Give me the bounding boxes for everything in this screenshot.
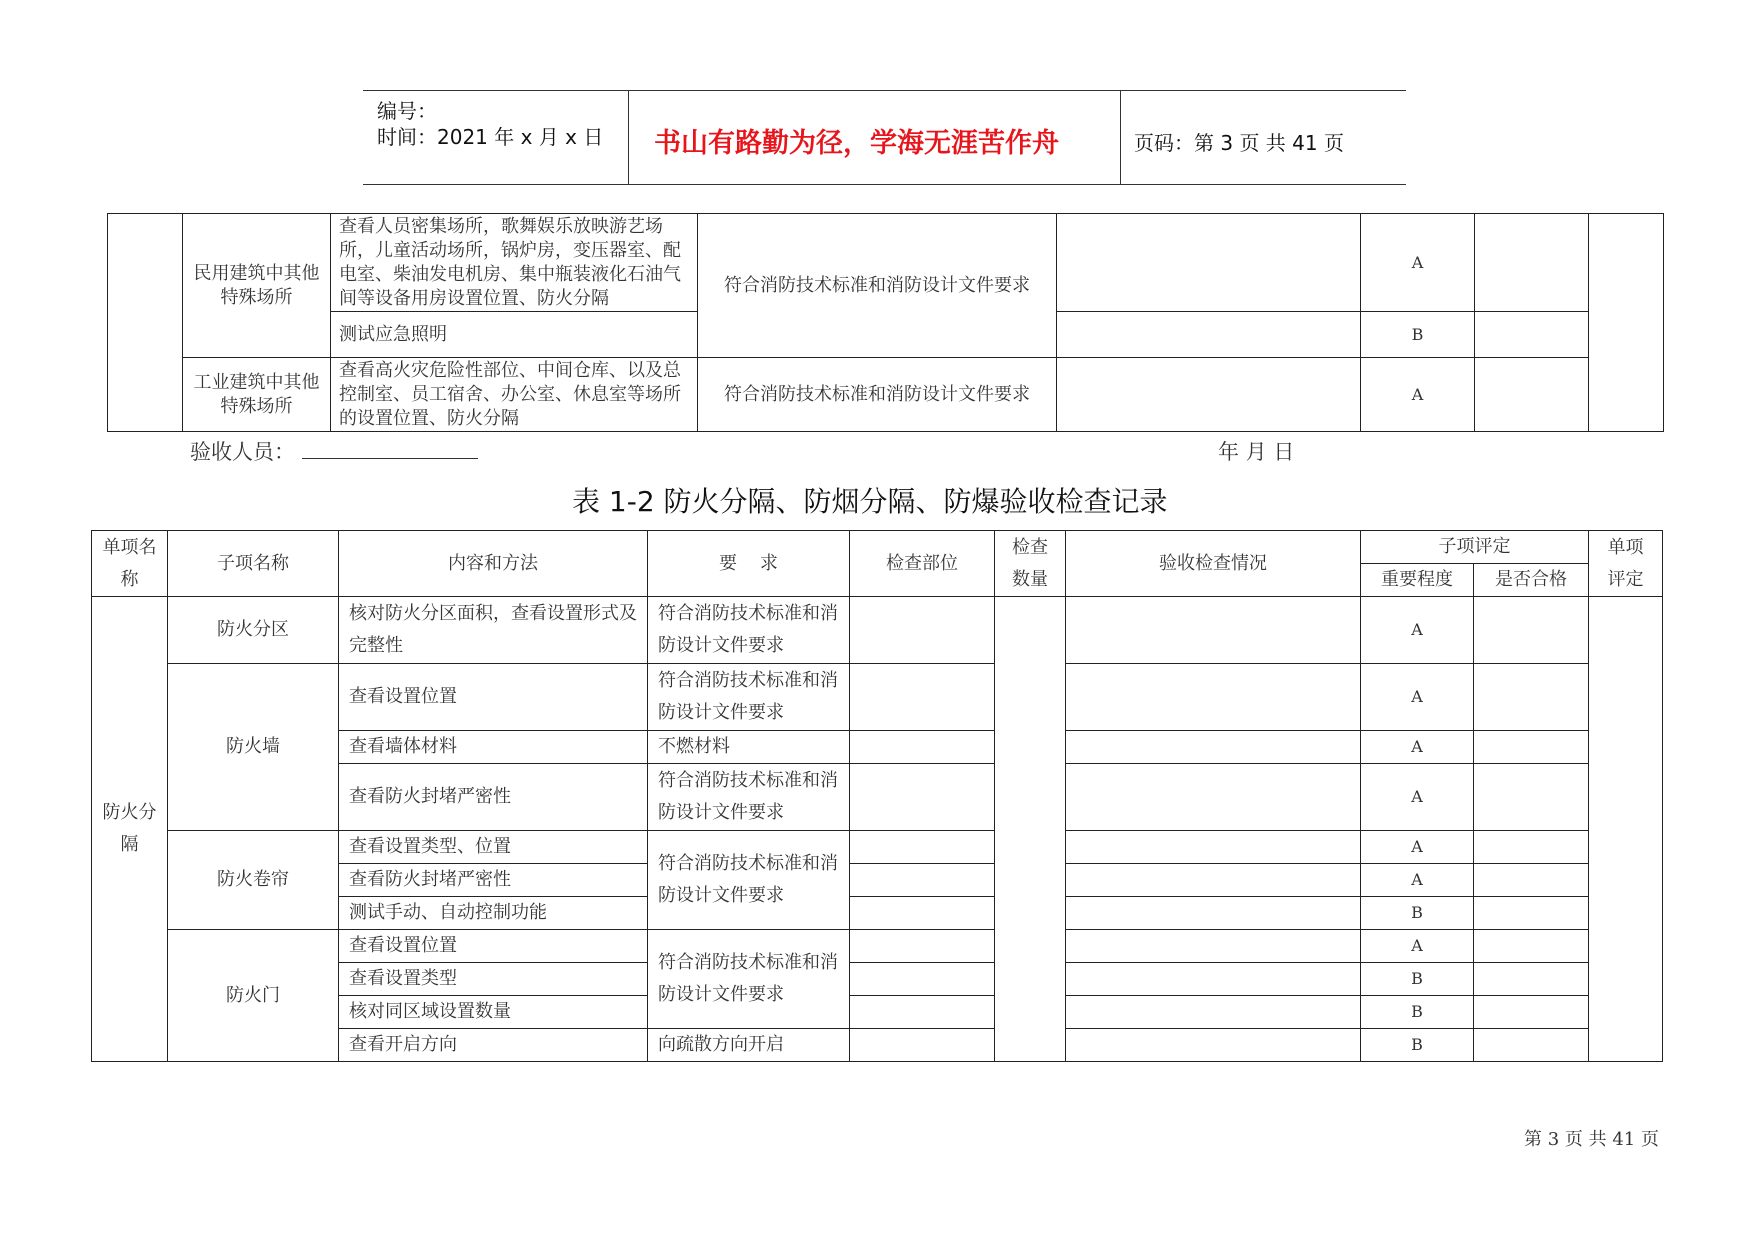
situation-cell [1057,214,1361,312]
qualified-cell [1474,864,1589,897]
subitem-fire-door: 防火门 [168,930,339,1062]
subitem-fire-wall: 防火墙 [168,664,339,831]
content-cell: 查看墙体材料 [339,731,648,764]
content-cell: 查看防火封堵严密性 [339,764,648,831]
importance-cell: A [1361,831,1474,864]
qualified-cell [1474,930,1589,963]
header-page-number: 页码：第 3 页 共 41 页 [1134,131,1344,155]
content-cell: 查看人员密集场所，歌舞娱乐放映游艺场所，儿童活动场所，锅炉房，变压器室、配电室、柴油发电机房、集中瓶装液化石油气间等设备用房设置位置、防火分隔 [331,214,698,312]
check-part-cell [850,963,995,996]
single-eval-cell [1589,214,1664,432]
check-part-cell [850,1029,995,1062]
table-cell-empty [108,214,183,432]
importance-cell: A [1361,664,1474,731]
importance-cell: A [1361,864,1474,897]
header-item-name: 单项名称 [92,531,168,597]
header-check-part: 检查部位 [850,531,995,597]
requirement-cell: 符合消防技术标准和消防设计文件要求 [648,831,850,930]
situation-cell [1066,996,1361,1029]
situation-cell [1066,963,1361,996]
content-cell: 查看设置位置 [339,930,648,963]
table-row [92,831,1663,864]
signature-date: 年 月 日 [1218,440,1295,464]
table-1-continuation [107,213,1664,432]
qualified-cell [1474,764,1589,831]
header-divider-1 [628,90,629,184]
importance-cell: B [1361,312,1475,358]
check-part-cell [850,597,995,664]
check-part-cell [850,897,995,930]
page-footer: 第 3 页 共 41 页 [1524,1129,1659,1150]
table-caption: 表 1-2 防火分隔、防烟分隔、防爆验收检查记录 [572,485,1168,518]
header-importance: 重要程度 [1361,564,1474,597]
table-row [92,597,1663,664]
importance-cell: A [1361,764,1474,831]
inspector-signature-line[interactable] [302,458,478,459]
content-cell: 查看设置类型 [339,963,648,996]
content-cell: 查看设置类型、位置 [339,831,648,864]
check-part-cell [850,664,995,731]
requirement-cell: 符合消防技术标准和消防设计文件要求 [698,214,1057,358]
requirement-cell: 符合消防技术标准和消防设计文件要求 [648,664,850,731]
header-check-qty: 检查数量 [995,531,1066,597]
content-cell: 查看设置位置 [339,664,648,731]
qualified-cell [1475,214,1589,312]
qualified-cell [1474,897,1589,930]
situation-cell [1066,831,1361,864]
header-requirement: 要 求 [648,531,850,597]
requirement-cell: 符合消防技术标准和消防设计文件要求 [648,764,850,831]
qualified-cell [1474,996,1589,1029]
table-1-2 [91,530,1663,1062]
qualified-cell [1474,831,1589,864]
subitem-fire-shutter: 防火卷帘 [168,831,339,930]
check-part-cell [850,864,995,897]
header-top-rule [363,90,1406,91]
content-cell: 查看高火灾危险性部位、中间仓库、以及总控制室、员工宿舍、办公室、休息室等场所的设置位置、防火分隔 [331,358,698,432]
importance-cell: A [1361,358,1475,432]
check-part-cell [850,930,995,963]
situation-cell [1066,731,1361,764]
importance-cell: A [1361,731,1474,764]
header-divider-2 [1120,90,1121,184]
content-cell: 核对同区域设置数量 [339,996,648,1029]
situation-cell [1066,897,1361,930]
doc-date: 时间：2021 年 x 月 x 日 [377,125,604,149]
check-part-cell [850,996,995,1029]
content-cell: 测试应急照明 [331,312,698,358]
importance-cell: A [1361,214,1475,312]
situation-cell [1066,764,1361,831]
subitem-industrial-special: 工业建筑中其他特殊场所 [183,358,331,432]
inspector-label: 验收人员： [190,440,295,464]
situation-cell [1066,1029,1361,1062]
content-cell: 查看防火封堵严密性 [339,864,648,897]
qualified-cell [1474,963,1589,996]
qualified-cell [1475,358,1589,432]
situation-cell [1066,664,1361,731]
importance-cell: A [1361,597,1474,664]
content-cell: 核对防火分区面积，查看设置形式及完整性 [339,597,648,664]
check-qty-cell [995,597,1066,1062]
table-row [92,664,1663,731]
table-row [108,214,1664,312]
content-cell: 测试手动、自动控制功能 [339,897,648,930]
header-single-eval: 单项评定 [1589,531,1663,597]
single-eval-cell [1589,597,1663,1062]
header-motto: 书山有路勤为径，学海无涯苦作舟 [654,128,1059,159]
importance-cell: B [1361,897,1474,930]
importance-cell: B [1361,996,1474,1029]
table-row [108,358,1664,432]
requirement-cell: 向疏散方向开启 [648,1029,850,1062]
subitem-fire-zone: 防火分区 [168,597,339,664]
requirement-cell: 不燃材料 [648,731,850,764]
check-part-cell [850,764,995,831]
header-qualified: 是否合格 [1474,564,1589,597]
qualified-cell [1474,664,1589,731]
qualified-cell [1474,1029,1589,1062]
table-header-row [92,531,1663,564]
category-cell: 防火分隔 [92,597,168,1062]
situation-cell [1057,312,1361,358]
importance-cell: A [1361,930,1474,963]
header-situation: 验收检查情况 [1066,531,1361,597]
qualified-cell [1475,312,1589,358]
content-cell: 查看开启方向 [339,1029,648,1062]
requirement-cell: 符合消防技术标准和消防设计文件要求 [648,930,850,1029]
doc-number-label: 编号： [377,99,437,123]
check-part-cell [850,831,995,864]
importance-cell: B [1361,963,1474,996]
header-sub-name: 子项名称 [168,531,339,597]
requirement-cell: 符合消防技术标准和消防设计文件要求 [648,597,850,664]
header-content: 内容和方法 [339,531,648,597]
check-part-cell [850,731,995,764]
header-sub-eval: 子项评定 [1361,531,1589,564]
situation-cell [1066,930,1361,963]
qualified-cell [1474,731,1589,764]
qualified-cell [1474,597,1589,664]
table-row [92,930,1663,963]
situation-cell [1057,358,1361,432]
situation-cell [1066,597,1361,664]
header-bottom-rule [363,184,1406,185]
subitem-civil-special: 民用建筑中其他特殊场所 [183,214,331,358]
situation-cell [1066,864,1361,897]
requirement-cell: 符合消防技术标准和消防设计文件要求 [698,358,1057,432]
importance-cell: B [1361,1029,1474,1062]
